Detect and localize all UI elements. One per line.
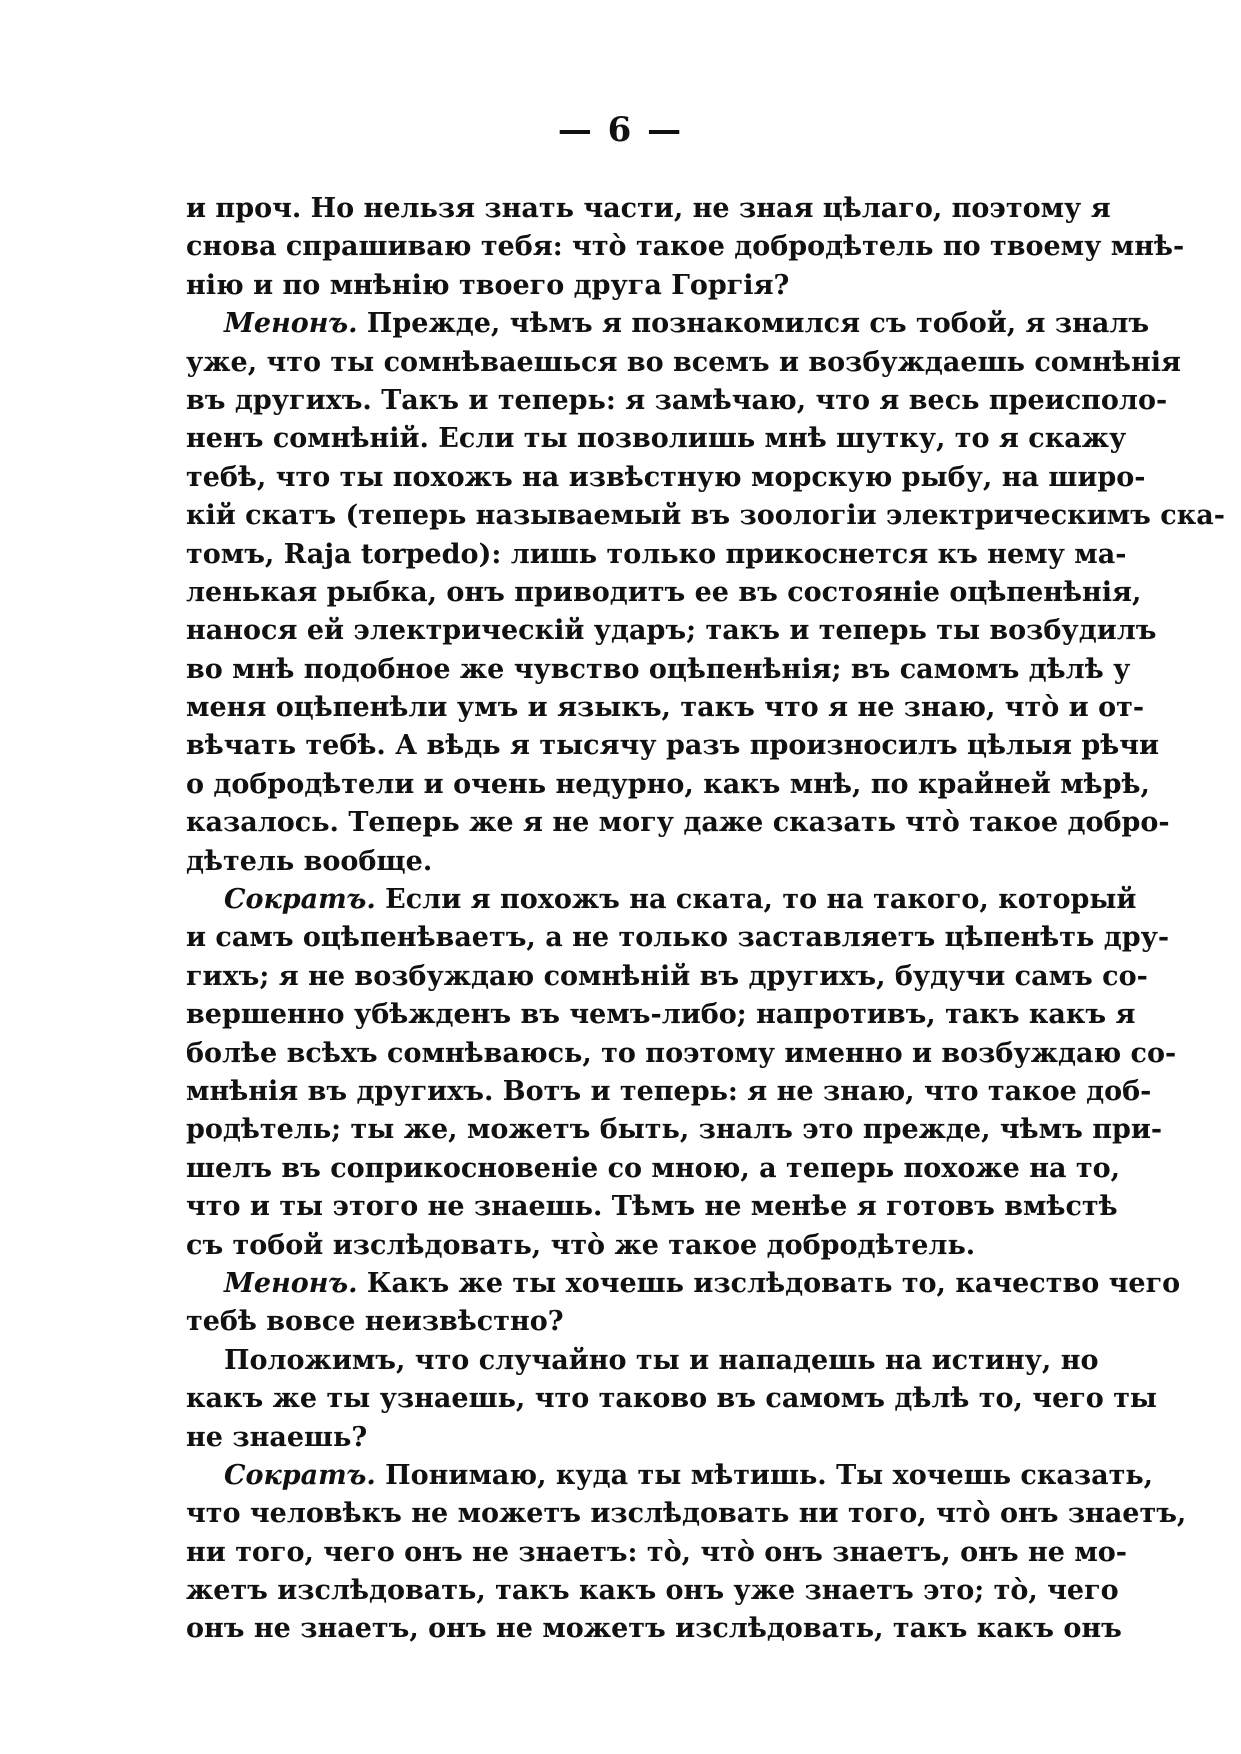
speaker-sokrat: Сократъ. [224, 884, 376, 916]
text-line: вершенно убѣжденъ въ чемъ-либо; напротивъ, такъ какъ я [186, 999, 1136, 1031]
text-line: уже, что ты сомнѣваешься во всемъ и возбуждаешь сомнѣнія [186, 346, 1181, 378]
text-line: о добродѣтели и очень недурно, какъ мнѣ, по крайней мѣрѣ, [186, 768, 1150, 800]
text-line: снова спрашиваю тебя: что̀ такое добродѣтель по твоему мнѣ- [186, 231, 1185, 263]
speech-text: Понимаю, куда ты мѣтишь. Ты хочешь сказать, [385, 1459, 1154, 1491]
text-line: во мнѣ подобное же чувство оцѣпенѣнія; въ самомъ дѣлѣ у [186, 653, 1131, 685]
text-line: томъ, Raja torpedo): лишь только прикоснется къ нему ма- [186, 538, 1127, 570]
body-text [186, 190, 1225, 1649]
text-line: тебѣ вовсе неизвѣстно? [186, 1306, 564, 1338]
page-number: — 6 — [557, 110, 684, 150]
text-line: казалось. Теперь же я не могу даже сказать что̀ такое добро- [186, 807, 1170, 839]
text-line: ленькая рыбка, онъ приводитъ ее въ состояніе оцѣпенѣнія, [186, 576, 1142, 608]
text-line: онъ не знаетъ, онъ не можетъ изслѣдовать, такъ какъ онъ [186, 1613, 1122, 1645]
text-line: болѣе всѣхъ сомнѣваюсь, то поэтому именно и возбуждаю со- [186, 1037, 1177, 1069]
speaker-sokrat: Сократъ. [224, 1459, 376, 1491]
text-line [186, 305, 1150, 343]
text-line: нанося ей электрическій ударъ; такъ и теперь ты возбудилъ [186, 615, 1157, 647]
text-line: ненъ сомнѣній. Если ты позволишь мнѣ шутку, то я скажу [186, 423, 1127, 455]
text-line: что человѣкъ не можетъ изслѣдовать ни того, что̀ онъ знаетъ, [186, 1498, 1187, 1530]
text-line: дѣтель вообще. [186, 845, 433, 877]
text-line: что и ты этого не знаешь. Тѣмъ не менѣе я готовъ вмѣстѣ [186, 1191, 1118, 1223]
text-line [186, 1457, 1154, 1495]
text-line: и самъ оцѣпенѣваетъ, а не только заставляетъ цѣпенѣть дру- [186, 922, 1170, 954]
text-line [186, 1265, 1181, 1303]
text-line: кій скатъ (теперь называемый въ зоологіи электрическимъ ска- [186, 500, 1225, 532]
speech-text: Прежде, чѣмъ я познакомился съ тобой, я зналъ [366, 308, 1150, 340]
text-line [186, 881, 1137, 919]
text-line: нію и по мнѣнію твоего друга Горгія? [186, 269, 790, 301]
speech-text: Какъ же ты хочешь изслѣдовать то, качество чего [366, 1267, 1181, 1299]
speech-text: Если я похожъ на ската, то на такого, который [385, 884, 1137, 916]
text-line: не знаешь? [186, 1421, 368, 1453]
text-line: тебѣ, что ты похожъ на извѣстную морскую рыбу, на широ- [186, 461, 1146, 493]
text-line: родѣтель; ты же, можетъ быть, зналъ это прежде, чѣмъ при- [186, 1114, 1163, 1146]
text-line: ни того, чего онъ не знаетъ: то̀, что̀ онъ знаетъ, онъ не мо- [186, 1536, 1127, 1568]
text-line: и проч. Но нельзя знать части, не зная цѣлаго, поэтому я [186, 193, 1111, 224]
text-line: меня оцѣпенѣли умъ и языкъ, такъ что я не знаю, что̀ и от- [186, 692, 1145, 724]
text-line: Положимъ, что случайно ты и нападешь на истину, но [224, 1344, 1099, 1376]
speaker-menon: Менонъ. [224, 308, 358, 340]
text-line: съ тобой изслѣдовать, что̀ же такое добродѣтель. [186, 1229, 976, 1261]
text-line: мнѣнія въ другихъ. Вотъ и теперь: я не знаю, что такое доб- [186, 1075, 1152, 1107]
text-line: какъ же ты узнаешь, что таково въ самомъ дѣлѣ то, чего ты [186, 1383, 1157, 1415]
speaker-menon: Менонъ. [224, 1267, 358, 1299]
text-line: вѣчать тебѣ. А вѣдь я тысячу разъ произносилъ цѣлыя рѣчи [186, 730, 1160, 762]
text-line: въ другихъ. Такъ и теперь: я замѣчаю, что я весь преисполо- [186, 384, 1168, 416]
text-line: жетъ изслѣдовать, такъ какъ онъ уже знаетъ это; то̀, чего [186, 1575, 1119, 1607]
text-line: шелъ въ соприкосновеніе со мною, а теперь похоже на то, [186, 1152, 1121, 1184]
text-line: гихъ; я не возбуждаю сомнѣній въ другихъ, будучи самъ со- [186, 960, 1148, 992]
